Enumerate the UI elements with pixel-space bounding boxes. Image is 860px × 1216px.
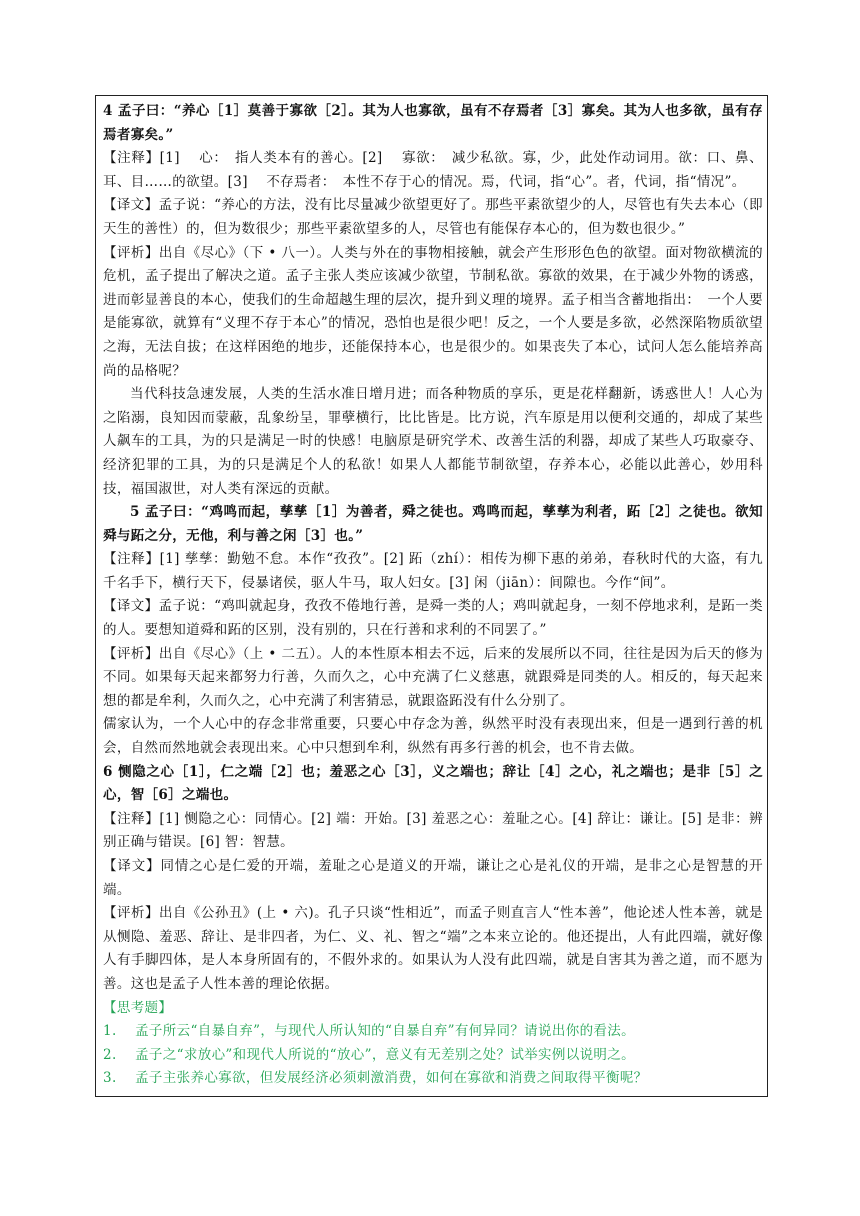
section5-notes: 【注释】[1] 孳孳：勤勉不怠。本作“孜孜”。[2] 跖（zhí）：相传为柳下惠的弟弟，春秋时代的大盗，有九千名手下，横行天下，侵暴诸侯，驱人牛马，取人妇女。[3] 闲（jiān）：间隙也。今作“间”。 <box>103 551 763 591</box>
section6-translation: 【译文】同情之心是仁爱的开端，羞耻之心是道义的开端，谦让之心是礼仪的开端，是非之心是智慧的开端。 <box>103 858 763 898</box>
section5-passage: 5 孟子曰：“鸡鸣而起，孳孳［1］为善者，舜之徒也。鸡鸣而起，孳孳为利者，跖［2］之徒也。欲知舜与跖之分，无他，利与善之闲［3］也。” <box>103 504 763 544</box>
section5-translation: 【译文】孟子说：“鸡叫就起身，孜孜不倦地行善，是舜一类的人；鸡叫就起身，一刻不停地求利，是跖一类的人。要想知道舜和跖的区别，没有别的，只在行善和求利的不同罢了。” <box>103 598 763 639</box>
document-body <box>103 100 763 1091</box>
section4-notes: 【注释】[1] 心： 指人类本有的善心。[2] 寡欲： 减少私欲。寡，少，此处作动词用。欲：口、鼻、耳、目……的欲望。[3] 不存焉者： 本性不存于心的情况。焉，代词，指“心”。者，代词，指“情况”。 <box>103 150 763 190</box>
section4-commentary-continued: 当代科技急速发展，人类的生活水准日增月进；而各种物质的享乐，更是花样翻新，诱惑世人！人心为之陷溺，良知因而蒙蔽，乱象纷呈，罪孽横行，比比皆是。比方说，汽车原是用以便利交通的，却成了某些人飙车的工具，为的只是满足一时的快感！电脑原是研究学术、改善生活的利器，却成了某些人巧取豪夺、经济犯罪的工具，为的只是满足个人的私欲！如果人人都能节制欲望，存养本心，必能以此善心，妙用科技，福国淑世，对人类有深远的贡献。 <box>103 386 763 497</box>
questions-heading: 【思考题】 <box>103 999 173 1016</box>
question-item-1: 1. 孟子所云“自暴自弃”，与现代人所认知的“自暴自弃”有何异同？请说出你的看法。 <box>103 1023 635 1040</box>
section4-passage: 4 孟子曰：“养心［1］莫善于寡欲［2］。其为人也寡欲，虽有不存焉者［3］寡矣。其为人也多欲，虽有存焉者寡矣。” <box>103 103 763 143</box>
section5-commentary: 【评析】出自《尽心》（上 • 二五）。人的本性原本相去不远，后来的发展所以不同，往往是因为后天的修为不同。如果每天起来都努力行善，久而久之，心中充满了仁义慈惠，就跟舜是同类的人。相反的，每天起来想的都是牟利，久而久之，心中充满了利害猜忌，就跟盗跖没有什么分别了。 <box>103 645 763 709</box>
section6-passage: 6 恻隐之心［1］，仁之端［2］也；羞恶之心［3］，义之端也；辞让［4］之心，礼之端也；是非［5］之心，智［6］之端也。 <box>103 763 763 804</box>
section5-commentary-continued: 儒家认为，一个人心中的存念非常重要，只要心中存念为善，纵然平时没有表现出来，但是一遇到行善的机会，自然而然地就会表现出来。心中只想到牟利，纵然有再多行善的机会，也不肯去做。 <box>103 716 763 757</box>
question-item-2: 2. 孟子之“求放心”和现代人所说的“放心”，意义有无差别之处？试举实例以说明之。 <box>103 1046 635 1063</box>
section4-commentary: 【评析】出自《尽心》（下 • 八一）。人类与外在的事物相接触，就会产生形形色色的欲望。面对物欲横流的危机，孟子提出了解决之道。孟子主张人类应该减少欲望，节制私欲。寡欲的效果，在于减少外物的诱惑，进而彰显善良的本心，使我们的生命超越生理的层次，提升到义理的境界。孟子相当含蓄地指出： 一个人要是能寡欲，就算有“义理不存于本心”的情况，恐怕也是很少吧！反之，一个人要是多欲，必然深陷物质欲望之海，无法自拔；在这样困绝的地步，还能保持本心，也是很少的。如果丧失了本心，试问人怎么能培养高尚的品格呢？ <box>103 244 763 379</box>
section4-translation: 【译文】孟子说：“养心的方法，没有比尽量减少欲望更好了。那些平素欲望少的人，尽管也有失去本心（即天生的善性）的，但为数很少；那些平素欲望多的人，尽管也有能保存本心的，但为数也很少。” <box>103 197 763 237</box>
section6-notes: 【注释】[1] 恻隐之心：同情心。[2] 端：开始。[3] 羞恶之心：羞耻之心。[4] 辞让：谦让。[5] 是非：辨别正确与错误。[6] 智：智慧。 <box>103 810 764 851</box>
question-item-3: 3. 孟子主张养心寡欲，但发展经济必须刺激消费，如何在寡欲和消费之间取得平衡呢？ <box>103 1070 648 1087</box>
section6-commentary: 【评析】出自《公孙丑》(上 • 六)。孔子只谈“性相近”，而孟子则直言人“性本善”，他论述人性本善，就是从恻隐、羞恶、辞让、是非四者，为仁、义、礼、智之“端”之本来立论的。他还提出，人有此四端，就好像人有手脚四体，是人本身所固有的，不假外求的。如果认为人没有此四端，就是自害其为善之道，而不愿为善。这也是孟子人性本善的理论依据。 <box>103 905 764 992</box>
